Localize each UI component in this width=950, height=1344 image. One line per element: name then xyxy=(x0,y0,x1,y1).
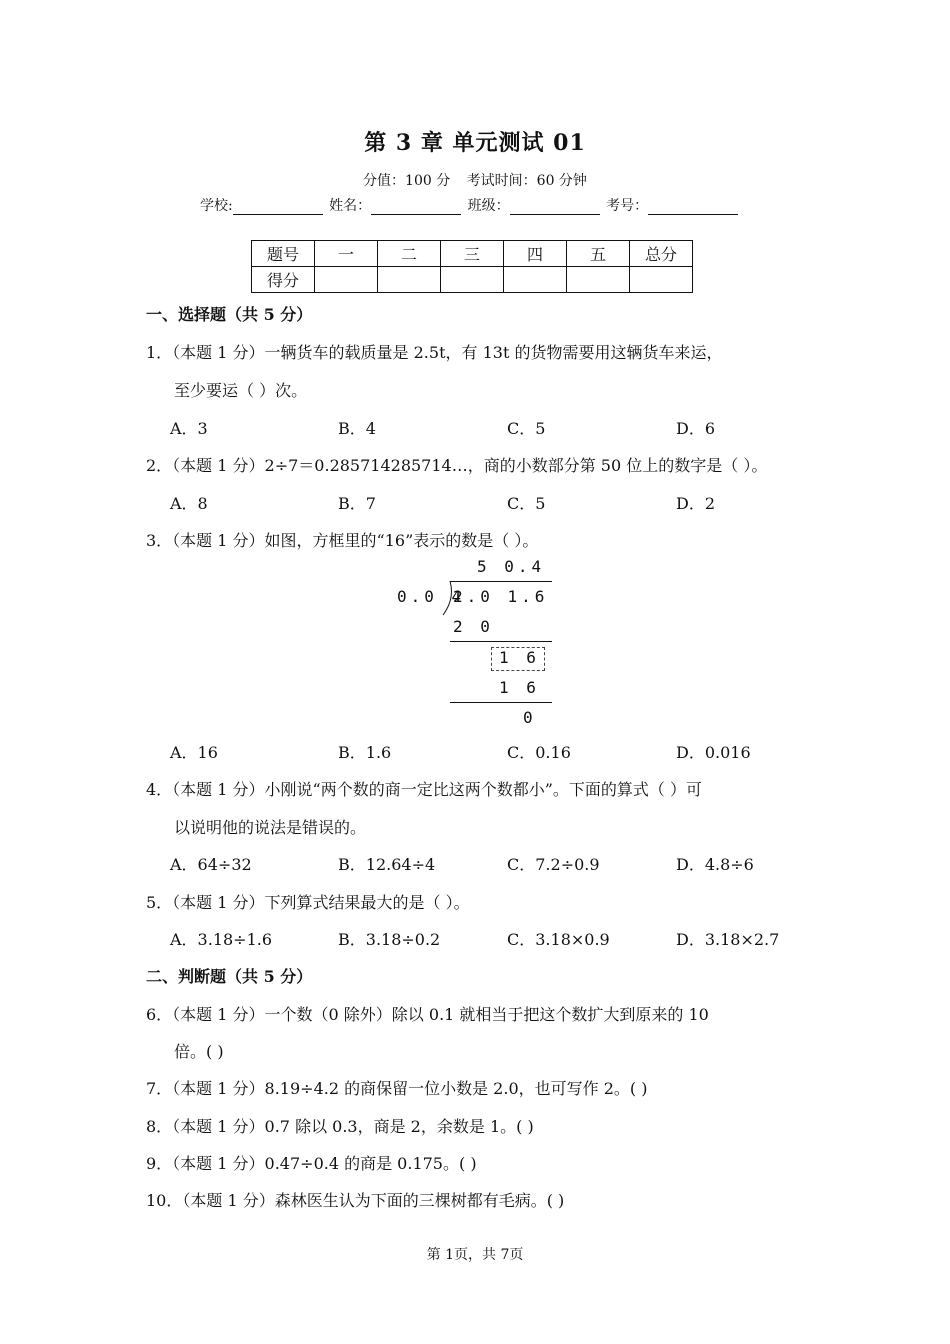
division-remainder: 0 xyxy=(523,708,537,727)
option-b[interactable]: B．1.6 xyxy=(338,743,392,762)
option-c[interactable]: C．5 xyxy=(507,494,546,513)
division-step-3: 1 6 xyxy=(499,678,540,697)
score-cell: 五 xyxy=(567,241,630,267)
score-cell: 一 xyxy=(315,241,378,267)
option-d[interactable]: D．2 xyxy=(676,494,716,513)
exam-time: 考试时间：60 分钟 xyxy=(466,173,587,189)
question-text: 8．（本题 1 分）0.7 除以 0.3，商是 2，余数是 1。( ) xyxy=(146,1117,534,1136)
option-c[interactable]: C．5 xyxy=(507,419,546,438)
score-table xyxy=(251,240,693,293)
field-id: 考号： xyxy=(606,198,649,214)
option-a[interactable]: A．3.18÷1.6 xyxy=(170,930,273,949)
question-text: 2．（本题 1 分）2÷7＝0.285714285714…，商的小数部分第 50 位上的数字是（ ）。 xyxy=(146,456,768,475)
question-text: 5．（本题 1 分）下列算式结果最大的是（ ）。 xyxy=(146,893,470,912)
score-cell[interactable] xyxy=(378,267,441,293)
score-cell: 得分 xyxy=(252,267,315,293)
question-text: 9．（本题 1 分）0.47÷0.4 的商是 0.175。( ) xyxy=(146,1154,477,1173)
section-heading: 二、判断题（共 5 分） xyxy=(146,967,313,986)
score-cell: 三 xyxy=(441,241,504,267)
score-cell: 总分 xyxy=(630,241,693,267)
score-table-header-row xyxy=(252,241,693,267)
exam-meta xyxy=(0,170,950,190)
division-line xyxy=(450,641,552,642)
option-a[interactable]: A．64÷32 xyxy=(170,855,252,874)
field-school: 学校: xyxy=(200,198,233,214)
option-a[interactable]: A．16 xyxy=(170,743,218,762)
division-line xyxy=(450,702,552,703)
division-divisor: 0.0 4 xyxy=(397,587,466,606)
field-id-blank[interactable] xyxy=(648,200,738,215)
question-text: 以说明他的说法是错误的。 xyxy=(174,818,367,837)
student-fields xyxy=(200,195,740,215)
score-cell: 题号 xyxy=(252,241,315,267)
score-cell[interactable] xyxy=(441,267,504,293)
field-name: 姓名： xyxy=(329,198,372,214)
option-a[interactable]: A．3 xyxy=(170,419,208,438)
division-dividend: 2.0 1.6 xyxy=(453,587,549,606)
page-footer: 第 1页，共 7页 xyxy=(426,1247,524,1263)
long-division-figure xyxy=(395,555,565,735)
score-cell: 四 xyxy=(504,241,567,267)
question-text: 至少要运（ ）次。 xyxy=(174,381,308,400)
division-step-1: 2 0 xyxy=(453,617,494,636)
option-d[interactable]: D．4.8÷6 xyxy=(676,855,754,874)
division-quotient: 5 0.4 xyxy=(477,557,546,576)
question-text: 10．（本题 1 分）森林医生认为下面的三棵树都有毛病。( ) xyxy=(146,1191,565,1210)
option-c[interactable]: C．3.18×0.9 xyxy=(507,930,610,949)
question-text: 4．（本题 1 分）小刚说“两个数的商一定比这两个数都小”。下面的算式（ ）可 xyxy=(146,780,702,799)
score-cell[interactable] xyxy=(504,267,567,293)
question-text: 倍。( ) xyxy=(174,1042,224,1061)
score-cell[interactable] xyxy=(630,267,693,293)
division-step-2: 1 6 xyxy=(499,648,540,667)
page-title: 第 3 章 单元测试 01 xyxy=(364,130,586,156)
option-b[interactable]: B．4 xyxy=(338,419,376,438)
option-b[interactable]: B．12.64÷4 xyxy=(338,855,436,874)
score-cell[interactable] xyxy=(567,267,630,293)
option-c[interactable]: C．7.2÷0.9 xyxy=(507,855,600,874)
score-table-score-row xyxy=(252,267,693,293)
field-class-blank[interactable] xyxy=(510,200,600,215)
score-total: 分值：100 分 xyxy=(363,173,451,189)
option-c[interactable]: C．0.16 xyxy=(507,743,571,762)
option-d[interactable]: D．6 xyxy=(676,419,716,438)
score-cell[interactable] xyxy=(315,267,378,293)
division-bracket-top xyxy=(450,581,552,582)
option-d[interactable]: D．3.18×2.7 xyxy=(676,930,780,949)
question-text: 3．（本题 1 分）如图，方框里的“16”表示的数是（ ）。 xyxy=(146,531,539,550)
score-cell: 二 xyxy=(378,241,441,267)
option-d[interactable]: D．0.016 xyxy=(676,743,751,762)
question-text: 1．（本题 1 分）一辆货车的载质量是 2.5t，有 13t 的货物需要用这辆货车来运， xyxy=(146,343,723,362)
question-text: 7．（本题 1 分）8.19÷4.2 的商保留一位小数是 2.0，也可写作 2。( ) xyxy=(146,1079,648,1098)
field-class: 班级： xyxy=(467,198,510,214)
option-b[interactable]: B．3.18÷0.2 xyxy=(338,930,441,949)
question-text: 6．（本题 1 分）一个数（0 除外）除以 0.1 就相当于把这个数扩大到原来的 10 xyxy=(146,1005,709,1024)
option-b[interactable]: B．7 xyxy=(338,494,376,513)
section-heading: 一、选择题（共 5 分） xyxy=(146,305,313,324)
field-name-blank[interactable] xyxy=(371,200,461,215)
option-a[interactable]: A．8 xyxy=(170,494,208,513)
field-school-blank[interactable] xyxy=(233,200,323,215)
